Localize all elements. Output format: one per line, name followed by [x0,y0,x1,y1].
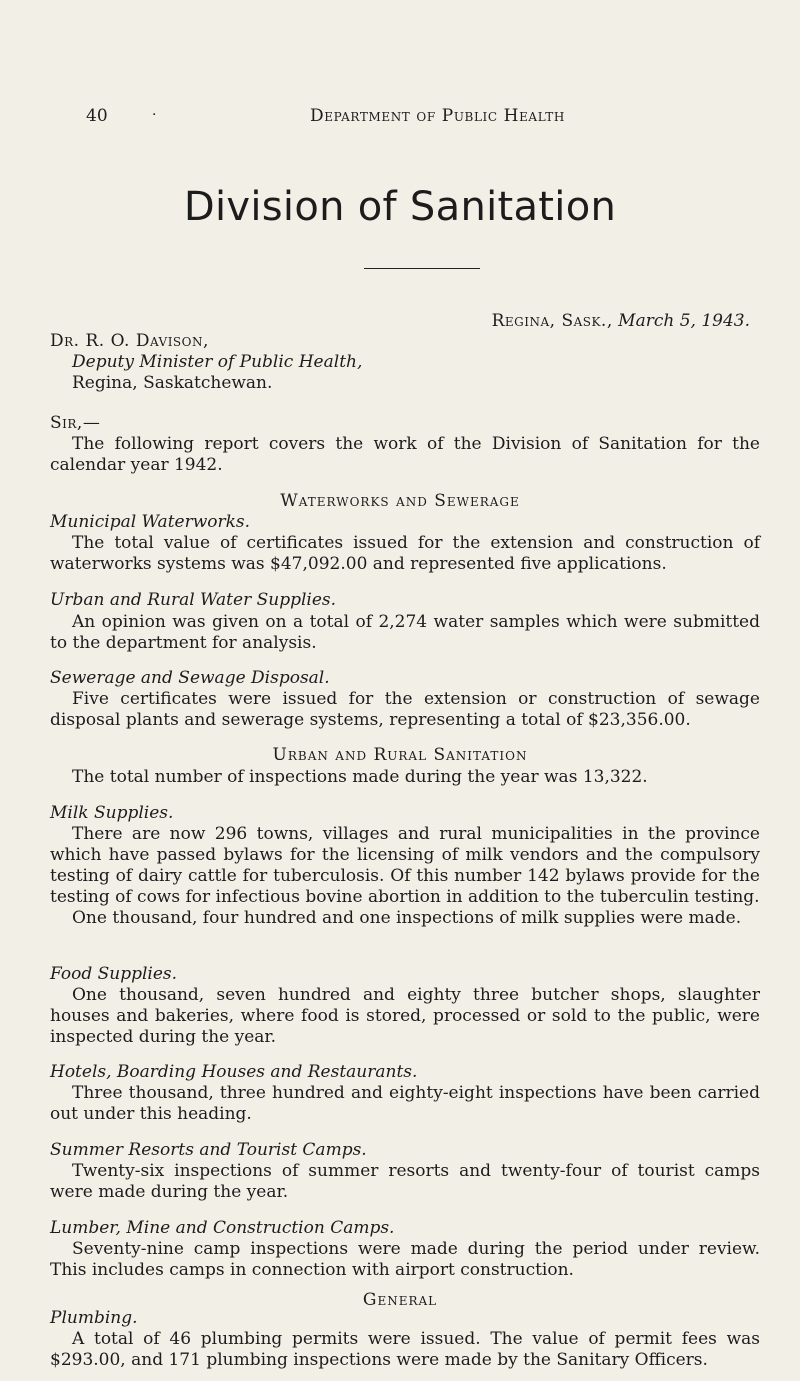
paragraph-sewage: Five certificates were issued for the extension or construction of sewage disposal plants and sewerage systems, representing a total of $23,356.00. [50,689,760,730]
paragraph-municipal-waterworks: The total value of certificates issued for the extension and construction of waterworks systems was $47,092.00 and represented five applications. [50,533,760,574]
subheading-water-supplies: Urban and Rural Water Supplies. [50,590,337,610]
intro-paragraph: The following report covers the work of the Division of Sanitation for the calendar year 1942. [50,434,760,475]
paragraph-summer: Twenty-six inspections of summer resorts and twenty-four of tourist camps were made during the year. [50,1161,760,1202]
department-name: Department of Public Health [310,106,565,126]
paragraph-plumbing: A total of 46 plumbing permits were issued. The value of permit fees was $293.00, and 171 plumbing inspections were made by the Sanitary Officers. [50,1329,760,1370]
paragraph-water-supplies: An opinion was given on a total of 2,274 water samples which were submitted to the department for analysis. [50,612,760,653]
paragraph-hotels: Three thousand, three hundred and eighty-eight inspections have been carried out under this heading. [50,1083,760,1124]
page-title: Division of Sanitation [183,184,617,230]
dateline [492,311,750,331]
paragraph-milk-2: One thousand, four hundred and one inspections of milk supplies were made. [72,908,742,928]
subheading-sewage: Sewerage and Sewage Disposal. [50,668,330,688]
paragraph-food: One thousand, seven hundred and eighty three butcher shops, slaughter houses and bakeries, where food is stored, processed or sold to the public, were inspected during the year. [50,985,760,1047]
subheading-municipal-waterworks: Municipal Waterworks. [50,512,251,532]
running-head [86,106,760,128]
addressee-location: Regina, Saskatchewan. [72,373,273,393]
dateline-place: Regina, Sask., [491,311,613,331]
paragraph-urban-intro: The total number of inspections made during the year was 13,322. [72,767,648,787]
addressee-position: Deputy Minister of Public Health, [72,352,363,372]
separator-dot: · [152,107,157,123]
paragraph-milk-1: There are now 296 towns, villages and rural municipalities in the province which have passed bylaws for the licensing of milk vendors and the compulsory testing of dairy cattle for tuberculosis. Of this number 142 bylaws provide for the testing of cows for infectious bovine abortion in addition to the tuberculin testing. [50,824,760,907]
subheading-plumbing: Plumbing. [50,1308,138,1328]
subheading-lumber: Lumber, Mine and Construction Camps. [50,1218,395,1238]
paragraph-lumber: Seventy-nine camp inspections were made during the period under review. This includes camps in connection with airport construction. [50,1239,760,1280]
section-heading-urban: Urban and Rural Sanitation [272,745,528,765]
page-number: 40 [86,106,108,126]
title-rule [364,268,480,269]
subheading-summer: Summer Resorts and Tourist Camps. [50,1140,367,1160]
section-heading-general: General [362,1290,438,1310]
addressee-name: Dr. R. O. Davison, [50,331,209,351]
subheading-hotels: Hotels, Boarding Houses and Restaurants. [50,1062,418,1082]
section-heading-waterworks: Waterworks and Sewerage [280,491,520,511]
subheading-food: Food Supplies. [50,964,178,984]
dateline-date: March 5, 1943. [618,311,750,331]
salutation: Sir,— [50,413,101,433]
subheading-milk: Milk Supplies. [50,803,174,823]
